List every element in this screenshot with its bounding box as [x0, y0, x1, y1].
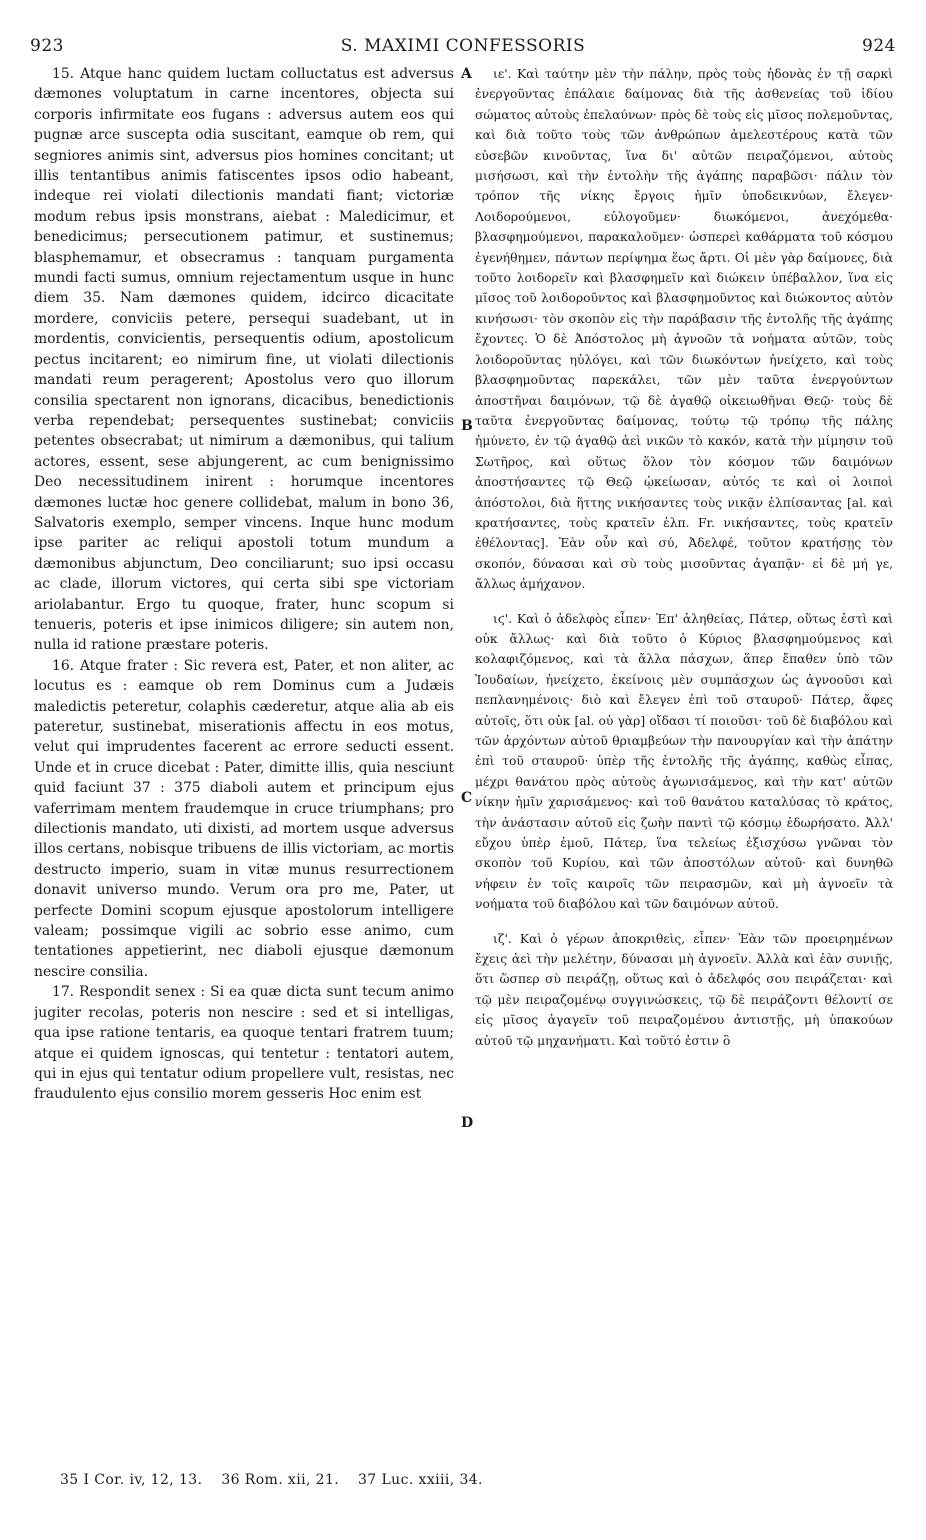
greek-paragraph-17: ιζ'. Καὶ ὁ γέρων ἀποκριθεὶς, εἶπεν· Ἐὰν τῶν προειρημένων ἔχεις ἀεὶ τὴν μελέτην, δύνασαι μὴ ἀγνοεῖν. Ἀλλὰ καὶ ἐὰν συνιῇς, ὅτι ὥσπερ σὺ πειράζῃ, οὕτως καὶ ὁ ἀδελφός σου πειράζεται· καὶ τῷ μὲν πειραζομένῳ συγγινώσκεις, τῷ δὲ πειράζοντι θέλοντί σε εἰς μῖσος ἀγαγεῖν τοῦ πειραζομένου ἀντιστῇς, μὴ ὑπακούων αὐτοῦ τῷ μηχανήματι. Καὶ τοῦτό ἐστιν ὃ [475, 931, 893, 1048]
latin-paragraph-15: 15. Atque hanc quidem luctam colluctatus est adversus dæmones voluptatum in carne incentores, objecta sui corporis infirmitate eos fugans : adversus autem eos qui pugnæ arce suscepta odia suscitant, eamque ob rem, qui segniores animis sint, adversus pios homines concitant; ut illis tentantibus animis fatiscentes ipsos odio habeant, indeque rei violati dilectionis mandati fiant; victoriæ modum rebus ipsis monstrans, aiebat : Maledicimur, et benedicimus; persecutionem patimur, et sustinemus; blasphemamur, et obsecramus : tanquam purgamenta mundi facti sumus, omnium rejectamentum usque in hunc diem 35. Nam dæmones quidem, idcirco dicacitate mordere, conviciis petere, persequi suadebant, ut in mordentis, convicientis, persequentis odium, apostolicum pectus incitarent; eo nimirum fine, ut violati dilectionis mandati reum peragerent; Apostolus vero quo illorum consilia spectarent non ignorans, dicacibus, benedictionis verba rependebat; persequentes sustinebat; conviciis petentes obsecrabat; ut nimirum a dæmonibus, qui talium actores, essent, sese abjungerent, ac cum benignissimo Deo necessitudinem inirent : horumque incentores dæmones luctæ hoc genere collidebat, malum in bono 36, Salvatoris exemplo, semper vincens. Inque hunc modum ipse pariter ac reliqui apostoli totum mundum a dæmonibus abjunctum, Deo conciliarunt; suo ipsi occasu ac clade, illorum victores, qui certa sibi spe victoriam ariolabantur. Ergo tu quoque, frater, hunc scopum si tenueris, poteris et ipse inimicos diligere; sin autem non, nulla id ratione præstare poteris. [34, 66, 454, 654]
running-title: S. MAXIMI CONFESSORIS [340, 36, 586, 56]
left-page-number: 923 [30, 36, 64, 56]
margin-letter-d: D [461, 1115, 474, 1131]
greek-paragraph-16: ιϛ'. Καὶ ὁ ἀδελφὸς εἶπεν· Ἐπ' ἀληθείας, Πάτερ, οὕτως ἐστὶ καὶ οὐκ ἄλλως· καὶ διὰ τοῦτο ὁ Κύριος βλασφημούμενος καὶ κολαφιζόμενος, καὶ τὰ ἄλλα πάσχων, ἅπερ ἔπαθεν ὑπὸ τῶν Ἰουδαίων, ἠνείχετο, ἐκείνοις μὲν συμπάσχων ὡς ἀγνοοῦσι καὶ πεπλανημένοις· διὸ καὶ ἔλεγεν ἐπὶ τοῦ σταυροῦ· Πάτερ, ἄφες αὐτοῖς, ὅτι οὐκ [al. οὐ γὰρ] οἴδασι τί ποιοῦσι· τοῦ δὲ διαβόλου καὶ τῶν ἀρχόντων αὐτοῦ θριαμβεύων τὴν πανουργίαν καὶ τὴν ἀπάτην ἐπὶ τοῦ σταυροῦ· ὑπὲρ τῆς ἐντολῆς τῆς ἀγάπης, καθὼς εἶπας, μέχρι θανάτου πρὸς αὐτοὺς ἀγωνισάμενος, καὶ τὴν κατ' αὐτῶν νίκην ἡμῖν χαρισάμενος· καὶ τοῦ θανάτου καταλύσας τὸ κράτος, τὴν ἀνάστασιν αὐτοῦ εἰς ζωὴν παντὶ τῷ κόσμῳ ἐδωρήσατο. Ἀλλ' εὔχου ὑπὲρ ἐμοῦ, Πάτερ, ἵνα τελείως ἐξισχύσω γνῶναι τὸν σκοπὸν τοῦ Κυρίου, καὶ τῶν ἀποστόλων αὐτοῦ· καὶ δυνηθῶ νήφειν ἐν τοῖς καιροῖς τῶν πειρασμῶν, καὶ μὴ ἀγνοεῖν τὰ νοήματα τοῦ διαβόλου καὶ τῶν δαιμόνων αὐτοῦ. [475, 611, 893, 912]
greek-paragraph-15: ιε'. Καὶ ταύτην μὲν τὴν πάλην, πρὸς τοὺς ἡδονὰς ἐν τῇ σαρκὶ ἐνεργοῦντας ἐπάλαιε δαίμονας διὰ τῆς ἀσθενείας τοῦ ἰδίου σώματος αὐτοὺς ἐπελαύνων· πρὸς δὲ τοὺς εἰς μῖσος πολεμοῦντας, καὶ διὰ τοῦτο τοὺς τῶν ἀνθρώπων ἀμελεστέρους κατὰ τῶν εὐσεβῶν κινοῦντας, ἵνα δι' αὐτῶν πειραζόμενοι, αὐτοὺς μισήσωσι, καὶ τὴν ἐντολὴν τῆς ἀγάπης παραβῶσι· πάλιν τὸν τρόπον τῆς νίκης ἔργοις ἡμῖν ὑποδεικνύων, ἔλεγεν· Λοιδορούμενοι, εὐλογοῦμεν· διωκόμενοι, ἀνεχόμεθα· βλασφημούμενοι, παρακαλοῦμεν· ὡσπερεὶ καθάρματα τοῦ κόσμου ἐγενήθημεν, πάντων περίψημα ἕως ἄρτι. Οἱ μὲν γὰρ δαίμονες, διὰ τοῦτο λοιδορεῖν καὶ βλασφημεῖν καὶ διώκειν ὑπέβαλλον, ἵνα εἰς μῖσος τοῦ λοιδοροῦντος καὶ βλασφημοῦντος καὶ διώκοντος αὐτὸν κινήσωσι· τὸν σκοπὸν εἰς τὴν παράβασιν τῆς ἐντολῆς τῆς ἀγάπης ἔχοντες. Ὁ δὲ Ἀπόστολος μὴ ἀγνοῶν τὰ νοήματα αὐτῶν, τοὺς λοιδοροῦντας ηὐλόγει, καὶ τῶν διωκόντων ἠνείχετο, καὶ τοὺς βλασφημοῦντας παρεκάλει, τῶν μὲν ταῦτα ἐνεργούντων ἀποστῆναι δαιμόνων, τῷ δὲ ἀγαθῷ οἰκειωθῆναι Θεῷ· τοὺς δὲ ταῦτα ἐνεργοῦντας δαίμονας, τούτῳ τῷ τρόπῳ τῆς πάλης ἠμύνετο, ἐν τῷ ἀγαθῷ ἀεὶ νικῶν τὸ κακόν, κατὰ τὴν μίμησιν τοῦ Σωτῆρος, καὶ οὕτως ὅλον τὸν κόσμον τῶν δαιμόνων ἀποστήσαντες τῷ Θεῷ ᾠκείωσαν, αὐτός τε καὶ οἱ λοιποὶ ἀπόστολοι, διὰ ἥττης νικήσαντες τοὺς νικᾷν ἐλπίσαντας [al. καὶ κρατήσαντες, τοὺς κρατεῖν ἐλπ. Fr. νικήσαντες, τοὺς κρατεῖν ἐθέλοντας]. Ἐὰν οὖν καὶ σύ, Ἀδελφέ, τοῦτον κρατήσῃς τὸν σκοπόν, δύνασαι καὶ σὺ τοὺς μισοῦντας ἀγαπᾷν· εἰ δὲ μή γε, ἄλλως ἀμήχανον. [475, 67, 893, 592]
right-page-number: 924 [862, 36, 896, 56]
greek-column [475, 64, 893, 1444]
latin-column [34, 64, 454, 1444]
footnote-36: 36 Rom. xii, 21. [221, 1472, 340, 1488]
margin-letter-b: B [461, 418, 473, 434]
footnote-35: 35 I Cor. iv, 12, 13. [60, 1472, 203, 1488]
latin-paragraph-17: 17. Respondit senex : Si ea quæ dicta sunt tecum animo jugiter recolas, poteris non nescire : sed et si intelligas, qua ipse ratione tentaris, ea quoque tentari fratrem tuum; atque ei quidem ignoscas, qui tentetur : tentatori autem, qui in ejus qui tentatur odium propellere vult, resistas, nec fraudulento ejus consilio morem gesseris Hoc enim est [34, 984, 454, 1103]
latin-paragraph-16: 16. Atque frater : Sic revera est, Pater, et non aliter, ac locutus es : eamque ob rem Dominus cum a Judæis maledictis peteretur, colaphis cæderetur, atque alia ab eis pateretur, sustinebat, miserationis affectu in eos motus, velut qui imprudentes facerent ac errore seducti essent. Unde et in cruce dicebat : Pater, dimitte illis, quia nesciunt quid faciunt 37 : 375 diaboli autem et principum ejus vaferrimam mentem fraudemque in cruce triumphans; pro dilectionis mandato, uti dixisti, ad mortem usque adversus illos certans, nobisque tribuens de illis victoriam, ac mortis destructo imperio, suam in vitæ munus resurrectionem donavit universo mundo. Verum ora pro me, Pater, ut perfecte Domini scopum ejusque apostolorum intelligere valeam; possimque vigili ac sobrio esse animo, cum tentationes appetierint, nec diaboli ejusque dæmonum nescire consilia. [34, 657, 454, 980]
margin-letter-c: C [461, 790, 473, 806]
margin-letter-a: A [461, 66, 472, 82]
page-header [30, 36, 896, 62]
footnotes [60, 1472, 760, 1488]
footnote-37: 37 Luc. xxiii, 34. [358, 1472, 483, 1488]
